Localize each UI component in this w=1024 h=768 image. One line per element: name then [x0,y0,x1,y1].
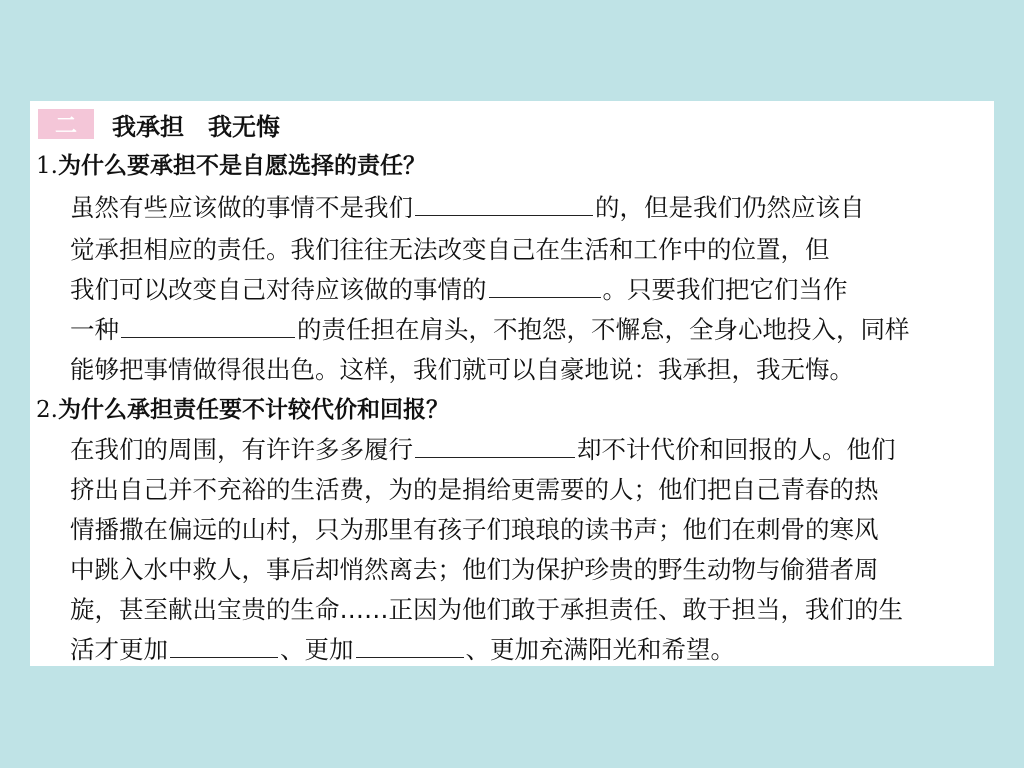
q1-line-1 [70,191,865,225]
answer-blank[interactable] [121,313,295,338]
text-segment: 觉承担相应的责任。我们往往无法改变自己在生活和工作中的位置，但 [70,235,830,264]
q1-line-3 [70,273,848,307]
text-segment: 活才更加 [70,635,168,664]
text-segment: 的，但是我们仍然应该自 [595,193,865,222]
text-segment: 。只要我们把它们当作 [602,275,848,304]
text-segment: 、更加 [280,635,354,664]
text-segment: 、更加充满阳光和希望。 [465,635,735,664]
answer-blank[interactable] [415,191,593,216]
q2-line-1 [70,433,896,467]
text-segment: 挤出自己并不充裕的生活费，为的是捐给更需要的人；他们把自己青春的热 [70,475,879,504]
section-header [38,107,280,141]
q1-line-2 [70,233,830,267]
q2-line-2 [70,473,879,507]
q2-line-6 [70,633,735,667]
text-segment: 的责任担在肩头，不抱怨，不懈怠，全身心地投入，同样 [297,315,910,344]
q1-line-5 [70,353,854,387]
q2-line-4 [70,553,879,587]
text-segment: 一种 [70,315,119,344]
text-segment: 在我们的周围，有许许多多履行 [70,435,413,464]
text-segment: 我们可以改变自己对待应该做的事情的 [70,275,487,304]
q1-line-4 [70,313,910,347]
question-2-text: 为什么承担责任要不计较代价和回报？ [57,397,449,423]
answer-blank[interactable] [415,433,575,458]
text-segment: 旋，甚至献出宝贵的生命……正因为他们敢于承担责任、敢于担当，我们的生 [70,595,903,624]
section-title: 我承担 我无悔 [112,111,280,141]
question-1-text: 为什么要承担不是自愿选择的责任？ [57,153,426,179]
question-2 [36,393,449,427]
text-segment: 中跳入水中救人，事后却悄然离去；他们为保护珍贵的野生动物与偷猎者周 [70,555,879,584]
text-segment: 却不计代价和回报的人。他们 [577,435,896,464]
section-number-badge: 二 [38,109,94,139]
answer-blank[interactable] [489,273,601,298]
question-2-number: 2. [36,397,58,423]
worksheet-card [30,101,994,666]
q2-line-3 [70,513,879,547]
answer-blank[interactable] [356,633,464,658]
text-segment: 能够把事情做得很出色。这样，我们就可以自豪地说：我承担，我无悔。 [70,355,854,384]
text-segment: 虽然有些应该做的事情不是我们 [70,193,413,222]
q2-line-5 [70,593,903,627]
answer-blank[interactable] [170,633,278,658]
question-1 [36,149,426,183]
text-segment: 情播撒在偏远的山村，只为那里有孩子们琅琅的读书声；他们在刺骨的寒风 [70,515,879,544]
question-1-number: 1. [36,153,58,179]
